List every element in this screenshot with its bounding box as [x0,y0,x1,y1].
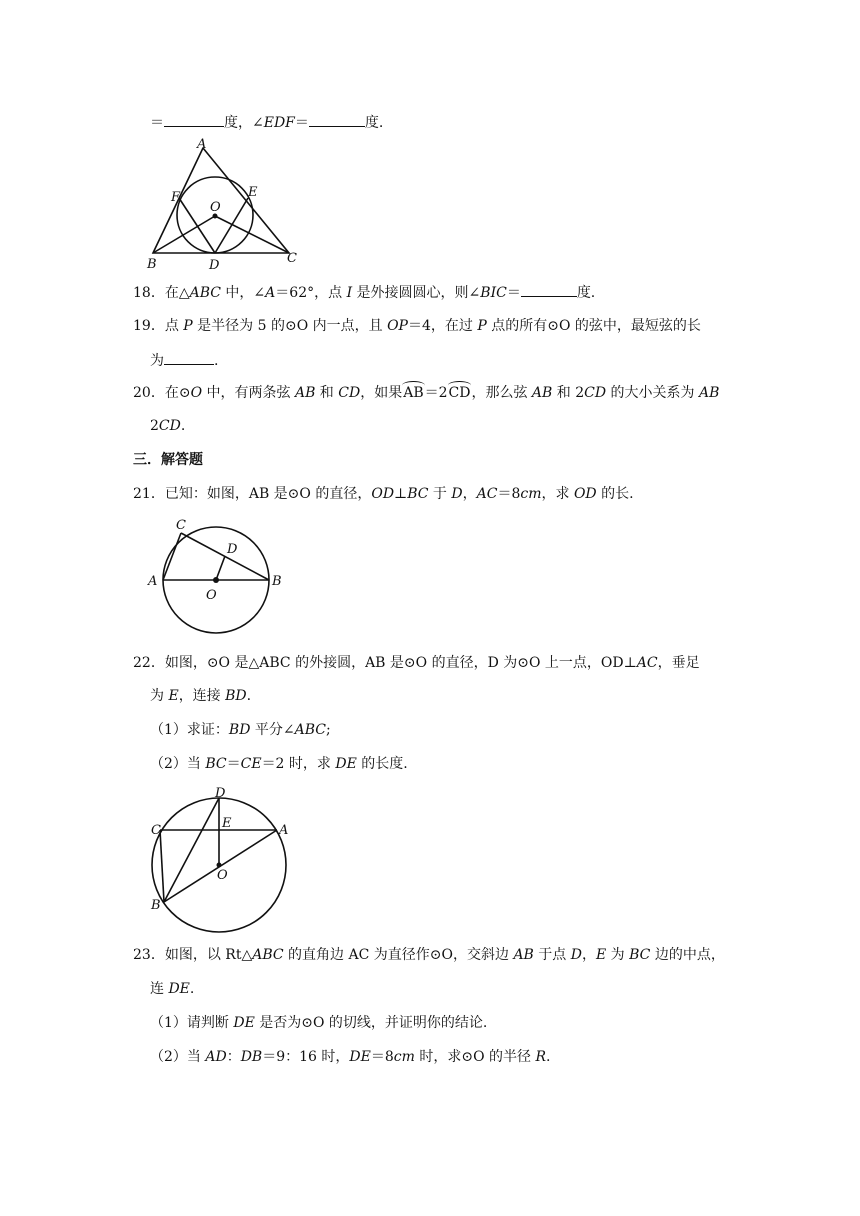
text-q20-t4: ，如果 [360,385,403,401]
label-o: O [206,588,217,603]
text-q23-de: DE [168,981,190,997]
q17-answer-line [150,112,383,133]
text-q17-tail-var-edf: EDF [263,115,295,131]
text-q20-l2: 2 [150,418,159,434]
center-o [217,863,222,868]
text-q21-t7: 的长. [596,486,634,502]
text-q23-l2b: . [189,981,195,997]
text-q23-t4: ， [581,947,596,963]
arc-ab: AB [403,385,424,401]
label-c: C [176,518,186,533]
text-q23-p1a: （1）请判断 [150,1015,234,1031]
text-q22-t1: 如图，⊙O 是△ABC 的外接圆，AB 是⊙O 的直径，D 为⊙O 上一点，OD⊥ [164,655,637,671]
label-o: O [217,868,228,883]
text-q17-tail-eq1: ＝ [150,115,164,131]
question-22-part-1 [150,720,331,740]
text-q23-p2db: DB [240,1049,263,1065]
question-18 [133,282,595,303]
text-q23-p2c: ＝9：16 时， [262,1049,350,1065]
label-d: D [209,258,220,273]
text-q18-abc: ABC [189,285,221,301]
text-q18-num: 18． [133,285,165,301]
text-q21-t2: ⊥ [394,486,408,502]
label-e: E [248,185,258,200]
text-q23-l2a: 连 [150,981,169,997]
text-q23-p2d: ＝8 [370,1049,394,1065]
segment-ac [163,533,181,580]
question-23-line-2 [150,979,194,999]
text-q21-num: 21． [133,486,165,502]
segment-od [216,556,225,580]
text-q22-l2b: ，连接 [178,688,226,704]
text-q22-p2a: （2）当 [150,756,206,772]
text-q22-p2ce: CE [240,756,262,772]
text-q20-t1: 在⊙ [164,385,191,401]
text-q18-t6: 度. [576,285,596,301]
text-q22-p1bd: BD [228,722,251,738]
text-q19-p2: P [477,318,487,334]
text-q19-t1: 点 [164,318,184,334]
text-q22-p2d: 的长度. [356,756,408,772]
label-a: A [148,574,158,589]
text-q20-num: 20． [133,385,165,401]
text-q20-ab3: AB [698,385,720,401]
text-q19-l2b: . [214,353,219,369]
label-f: F [171,190,181,205]
figure-17-triangle-incircle [140,138,310,273]
text-q22-p1abc: ABC [294,722,326,738]
question-23-part-1 [150,1013,487,1033]
text-q20-t2: 中，有两条弦 [202,385,295,401]
question-22-line-2 [150,686,251,706]
text-q20-l2end: . [180,418,186,434]
text-q23-p2cm: cm [393,1049,415,1065]
text-q18-t4: 是外接圆圆心，则∠ [352,285,481,301]
text-q21-t3: 于 [428,486,452,502]
text-q22-p2bc: BC [205,756,227,772]
text-q21-t5: ＝8 [497,486,521,502]
figure-21-circle [140,515,300,645]
text-q18-t3: ＝62°，点 [275,285,347,301]
text-q20-l2cd: CD [158,418,181,434]
text-q23-p1de: DE [233,1015,255,1031]
question-20 [133,383,719,403]
label-o: O [210,200,221,215]
text-q23-p2ad: AD [205,1049,227,1065]
question-19 [133,316,701,336]
label-b: B [147,257,157,272]
text-q19-num: 19． [133,318,165,334]
text-q18-t5: ＝ [506,285,521,301]
text-q20-ab: AB [294,385,316,401]
question-21 [133,484,634,504]
center-o [213,577,219,583]
answer-blank[interactable] [309,112,365,127]
label-c: C [287,251,297,266]
text-q19-op: OP [387,318,408,334]
label-c: C [151,823,161,838]
text-q22-t2: ，垂足 [657,655,700,671]
text-q21-d: D [451,486,463,502]
text-q23-p1b: 是否为⊙O 的切线，并证明你的结论. [254,1015,488,1031]
text-q23-t1: 如图，以 Rt△ [164,947,253,963]
text-q19-t4: 点的所有⊙O 的弦中，最短弦的长 [486,318,701,334]
text-q18-t2: 中，∠ [220,285,266,301]
text-q20-cd2: CD [584,385,607,401]
text-q17-tail-eq2: ＝ [294,115,309,131]
label-d: D [215,786,226,801]
question-22 [133,653,700,673]
text-q23-p2f: . [546,1049,551,1065]
text-q23-p2r: R [535,1049,546,1065]
answer-blank[interactable] [521,282,577,297]
text-q22-p1b: 平分∠ [250,722,295,738]
text-q23-p2b: ： [226,1049,241,1065]
text-q22-p1a: （1）求证： [150,722,229,738]
text-q21-t1: 已知：如图，AB 是⊙O 的直径， [164,486,372,502]
text-q19-t2: 是半径为 5 的⊙O 内一点，且 [192,318,388,334]
label-b: B [151,898,161,913]
text-q19-t3: ＝4，在过 [407,318,478,334]
text-q23-ab: AB [513,947,534,963]
question-22-part-2 [150,754,408,774]
text-q20-t7: 和 2 [552,385,585,401]
text-q21-cm: cm [520,486,542,502]
text-q21-bc: BC [407,486,429,502]
text-q23-abc: ABC [252,947,284,963]
label-e: E [222,816,232,831]
text-q23-e: E [595,947,607,963]
text-q19-p: P [183,318,193,334]
text-q22-l2c: . [246,688,252,704]
text-q20-t3: 和 [315,385,339,401]
text-q18-t1: 在△ [164,285,190,301]
text-q23-p2a: （2）当 [150,1049,206,1065]
text-q22-l2a: 为 [150,688,169,704]
text-q22-p1c: ; [326,722,331,738]
text-q22-bd: BD [225,688,247,704]
text-q17-tail-unit2: 度. [364,115,384,131]
text-q23-t6: 边的中点， [650,947,725,963]
text-q17-tail-unit1: 度，∠ [224,115,264,131]
question-19-line-2 [150,350,218,371]
label-a: A [197,137,207,152]
text-q21-od2: OD [573,486,597,502]
text-q20-ab2: AB [531,385,553,401]
segment-cb [160,830,164,902]
text-q20-t6: ，那么弦 [471,385,532,401]
text-q21-od: OD [371,486,395,502]
answer-blank[interactable] [164,350,214,365]
text-q22-p2de: DE [335,756,357,772]
text-q21-ac: AC [476,486,498,502]
segment-bd [164,798,219,902]
text-q23-bc: BC [629,947,651,963]
text-q22-p2b: ＝ [226,756,241,772]
text-q23-d: D [570,947,582,963]
question-23 [133,945,725,965]
text-q23-p2de: DE [349,1049,371,1065]
text-q23-t5: 为 [606,947,630,963]
text-q23-t2: 的直角边 AC 为直径作⊙O，交斜边 [283,947,514,963]
text-q20-t5: ＝2 [424,385,448,401]
text-q20-cd: CD [338,385,361,401]
section-heading [133,450,203,470]
label-a: A [279,823,289,838]
text-q20-o: O [190,385,203,401]
text-q22-p2c: ＝2 时，求 [261,756,336,772]
figure-22-circle [140,782,300,937]
label-b: B [272,574,282,589]
text-q18-a: A [265,285,276,301]
question-20-line-2 [150,416,185,436]
label-d: D [227,542,238,557]
text-q18-i: I [346,285,353,301]
answer-blank[interactable] [164,112,224,127]
text-q19-l2a: 为 [150,353,164,369]
text-q22-e: E [168,688,179,704]
arc-cd: CD [448,385,471,401]
text-q18-bic: BIC [480,285,507,301]
text-q21-t6: ，求 [541,486,574,502]
text-q22-ac: AC [636,655,658,671]
question-23-part-2 [150,1047,550,1067]
text-q21-t4: ， [462,486,477,502]
text-q23-num: 23． [133,947,165,963]
text-section3-title: 三．解答题 [133,452,203,468]
text-q23-t3: 于点 [533,947,571,963]
text-q20-t8: 的大小关系为 [606,385,699,401]
text-q22-num: 22． [133,655,165,671]
text-q23-p2e: 时，求⊙O 的半径 [414,1049,536,1065]
